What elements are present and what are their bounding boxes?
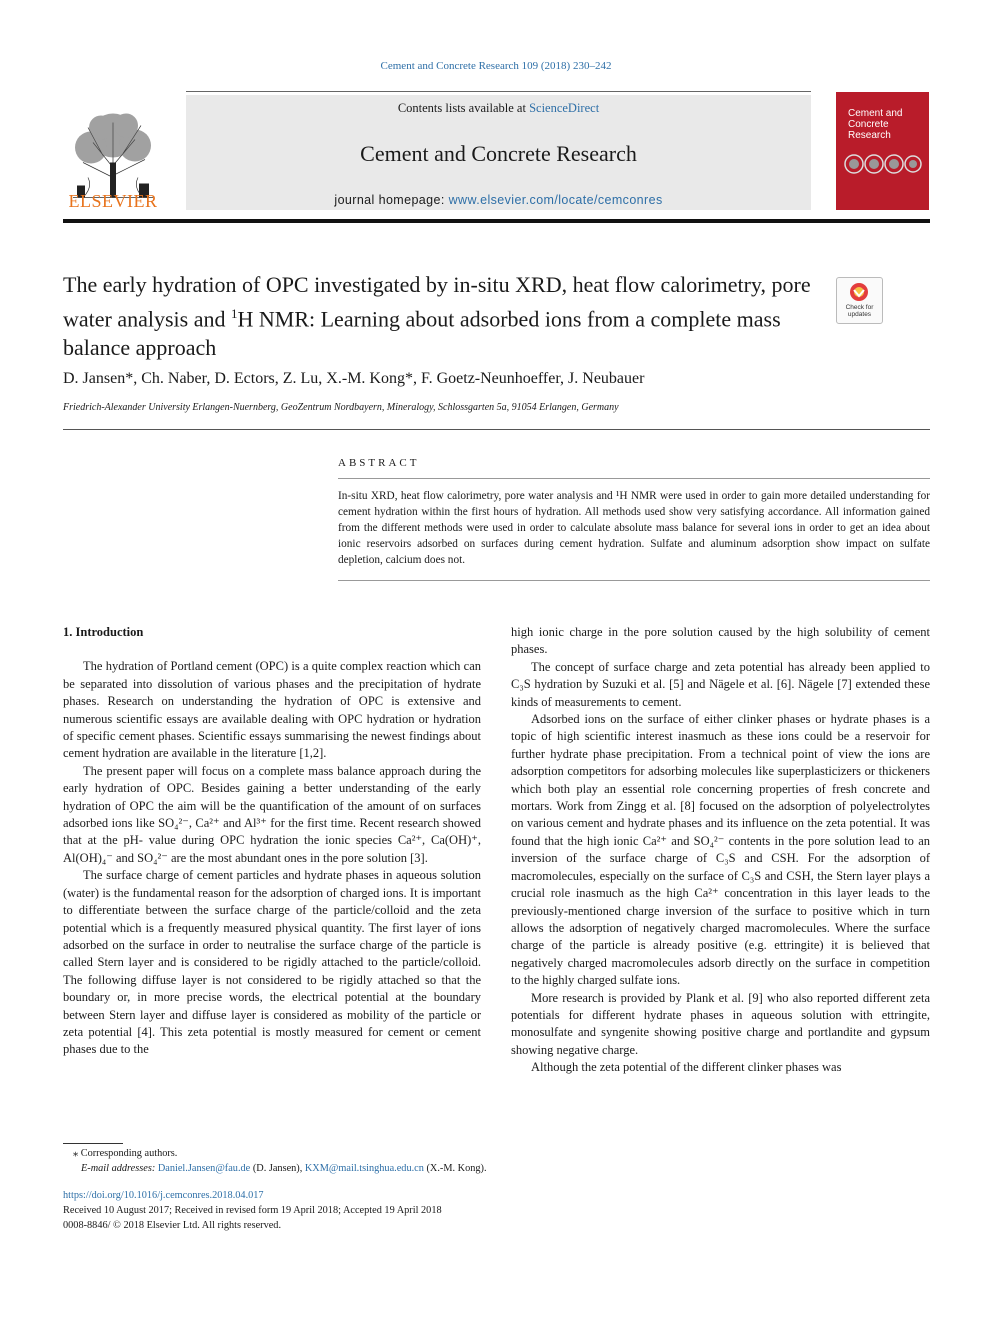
email-link-jansen[interactable]: Daniel.Jansen@fau.de xyxy=(157,1163,251,1174)
paragraph: The concept of surface charge and zeta potential has already been applied to C₃S hydration by Suzuki et al. [5] and Nägele et al. [6]. Nägele [7] extended these kinds of measurements to cement. xyxy=(511,659,930,709)
journal-reference[interactable]: Cement and Concrete Research 109 (2018) 230–242 xyxy=(380,60,612,72)
paper-title xyxy=(63,270,823,362)
header-thick-rule xyxy=(63,219,930,223)
paragraph: The hydration of Portland cement (OPC) is a quite complex reaction which can be separated into dissolution of various phases and the precipitation of hydrate phases. Research on understanding the hydration of OPC is extensive and numerous scientific essays are available dealing with OPC hydration or hydration of specific cement phases. Scientific essays summarising the newest findings about cement hydration are available in the literature [1,2]. xyxy=(63,659,481,761)
contents-prefix: Contents lists available at xyxy=(397,101,530,115)
corresponding-note: ⁎ Corresponding authors. xyxy=(73,1148,178,1159)
email-name-jansen: (D. Jansen), xyxy=(250,1163,305,1174)
publication-info xyxy=(63,1188,930,1233)
check-updates-label: Check for updates xyxy=(845,304,874,318)
title-part-2: H NMR: Learning about adsorbed ions from a complete mass balance approach xyxy=(63,306,781,361)
footnote-rule xyxy=(63,1143,123,1144)
abstract-heading: ABSTRACT xyxy=(338,457,420,469)
cover-title: Cement and Concrete Research xyxy=(848,108,903,141)
paragraph: More research is provided by Plank et al. [9] who also reported different zeta potentials for different hydrate phases in aqueous solution with ettringite, monosulfate and syngenite showing positive charge and portlandite and gypsum showing negative charge. xyxy=(511,990,930,1057)
check-for-updates-badge[interactable] xyxy=(836,277,883,324)
email-name-kong: (X.-M. Kong). xyxy=(423,1163,487,1174)
journal-title: Cement and Concrete Research xyxy=(360,141,637,166)
abstract-top-rule xyxy=(338,478,930,479)
sciencedirect-link[interactable]: ScienceDirect xyxy=(529,101,600,115)
body-column-left xyxy=(63,624,481,1059)
affiliation: Friedrich-Alexander University Erlangen-Nuernberg, GeoZentrum Nordbayern, Mineralogy, Schlossgarten 5a, 91054 Erlangen, Germany xyxy=(63,402,619,413)
email-label: E-mail addresses: xyxy=(81,1163,158,1174)
title-block-rule xyxy=(63,429,930,430)
abstract-bottom-rule xyxy=(338,580,930,581)
title-superscript: 1 xyxy=(231,306,238,321)
email-link-kong[interactable]: KXM@mail.tsinghua.edu.cn xyxy=(304,1163,424,1174)
cover-rings-icon xyxy=(844,152,922,176)
doi-link[interactable]: https://doi.org/10.1016/j.cemconres.2018.04.017 xyxy=(63,1190,264,1201)
received-dates: Received 10 August 2017; Received in revised form 19 April 2018; Accepted 19 April 2018 xyxy=(63,1205,442,1216)
paragraph: The surface charge of cement particles and hydrate phases in aqueous solution (water) is the fundamental reason for the adsorption of charged ions. It is important to differentiate between the surface charge of the particle/colloid and the zeta potential which is a frequently measured physical quantity. The first layer of ions adsorbed on the surface in order to neutralise the surface charge of the particle is called Stern layer and is considered to be rigidly attached to the particle/colloid. The following diffuse layer is not considered to be rigidly attached so that the boundary or, in more precise words, the electrical potential at the boundary between Stern layer and diffuse layer is considered as mobility of the particle or zeta potential [4]. This zeta potential is mostly measured for cement or cement phases due to the xyxy=(63,868,481,1057)
header-top-rule xyxy=(186,91,811,92)
homepage-prefix: journal homepage: xyxy=(334,193,449,207)
email-line xyxy=(63,1161,930,1176)
homepage-link[interactable]: www.elsevier.com/locate/cemconres xyxy=(448,193,663,207)
abstract-text: In-situ XRD, heat flow calorimetry, pore water analysis and ¹H NMR were used in order to gain more detailed understanding for cement hydration within the first hours of hydration. All methods used show very satisfying accordance. All information gained from the different methods were used in order to calculate absolute mass balance for several ions in order to get an idea about ionic reservoirs adsorbed on surfaces during cement hydration. Sulfate and aluminum adsorption show impact on sulfate depletion, calcium does not. xyxy=(338,490,930,566)
author-list: D. Jansen*, Ch. Naber, D. Ectors, Z. Lu, X.-M. Kong*, F. Goetz-Neunhoeffer, J. Neubauer xyxy=(63,370,645,387)
section-heading-introduction: 1. Introduction xyxy=(63,625,144,639)
homepage-line xyxy=(186,193,811,207)
copyright-line: 0008-8846/ © 2018 Elsevier Ltd. All rights reserved. xyxy=(63,1220,282,1231)
paragraph: The present paper will focus on a complete mass balance approach during the early hydration of OPC. Besides gaining a better understanding of the early hydration of OPC the aim will be the quantification of the amount of on surfaces adsorbed ions like SO₄²⁻, Ca²⁺ and Al³⁺ for the first time. Recent research showed that at the pH- value during OPC hydration the ionic species Ca²⁺, Ca(OH)⁺, Al(OH)₄⁻ and SO₄²⁻ are the most abundant ones in the pore solution [3]. xyxy=(63,763,481,865)
body-column-right xyxy=(511,624,930,1077)
footnotes xyxy=(63,1146,930,1176)
paragraph: high ionic charge in the pore solution caused by the high solubility of cement phases. xyxy=(511,625,930,657)
title-part-1: The early hydration of OPC investigated by in-situ XRD, heat flow calorimetry, pore water analysis and xyxy=(63,272,811,332)
publisher-wordmark: ELSEVIER xyxy=(68,191,158,211)
paragraph: Although the zeta potential of the different clinker phases was xyxy=(531,1060,842,1075)
paragraph: Adsorbed ions on the surface of either clinker phases or hydrate phases is a topic of high scientific interest inasmuch as these ions could be a reservoir for further hydrate phase precipitation. From a technical point of view the ions are adsorption competitors for adsorbing molecules like superplasticizers or thickeners which both play an essential role concerning properties of fresh concrete and mortars. Work from Zingg et al. [8] focused on the adsorption of polyelectrolytes on various cement and hydrate phases and its influence on the zeta potential. It was found that the high ionic Ca²⁺ and SO₄²⁻ contents in the pore solution lead to an inversion of the surface charge of C₃S and CSH. For the adsorption of macromolecules, especially on the surface of C₃S and CSH, the Stern layer plays a crucial role inasmuch as the high Ca²⁺ concentration in this layer leads to the previously-mentioned charge inversion of the surface to positive which in turn allows the adsorption of negatively charged macromolecules. Where the surface charge of the particle is already positive (e.g. ettringite) it is believed that negatively charged macromolecules adsorb directly on the surface in competition to the highly charged sulfate ions. xyxy=(511,712,930,988)
contents-line xyxy=(186,101,811,116)
